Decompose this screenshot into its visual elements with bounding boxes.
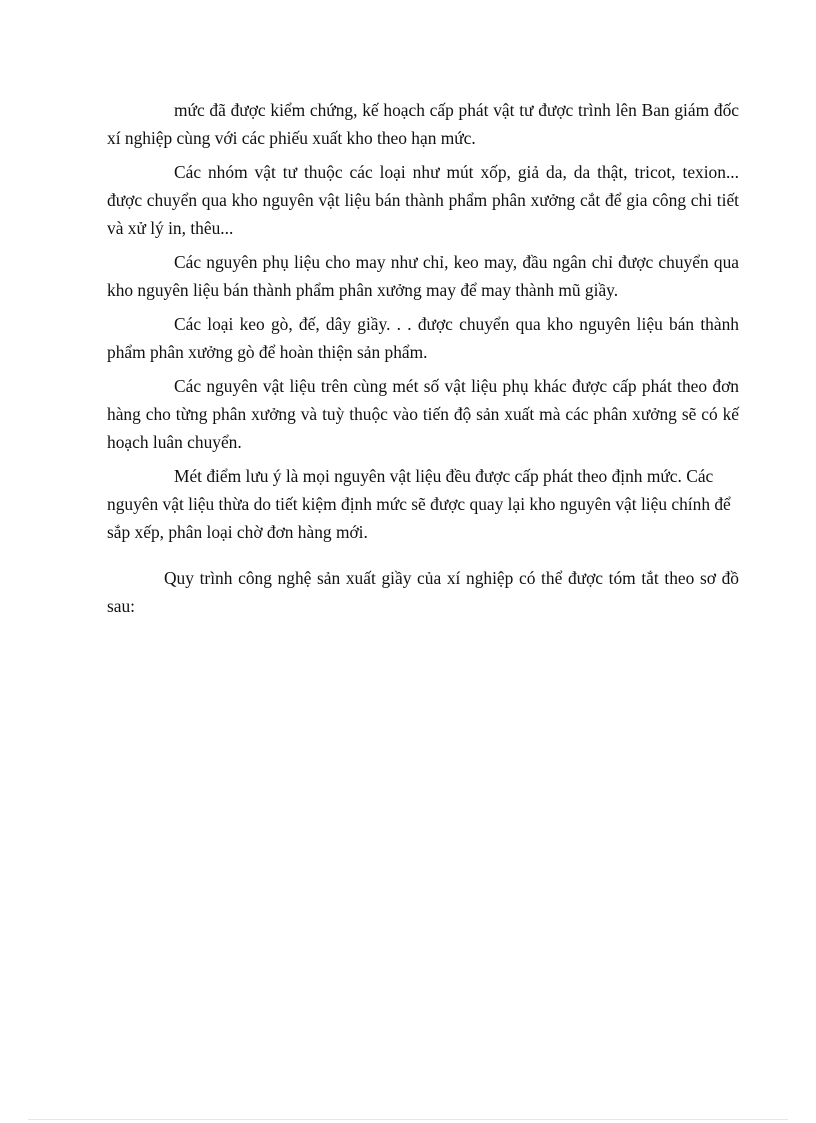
paragraph: Các nguyên phụ liệu cho may như chỉ, keo may, đầu ngân chỉ được chuyển qua kho nguyên liệu bán thành phẩm phân xưởng may để may thành mũ giầy. (107, 252, 739, 300)
diagram-intro: Quy trình công nghệ sản xuất giầy của xí nghiệp có thể được tóm tắt theo sơ đồ sau: (107, 568, 739, 616)
page-bottom-edge (28, 1119, 788, 1120)
paragraph: Mét điểm lưu ý là mọi nguyên vật liệu đều được cấp phát theo định mức. Các nguyên vật liệu thừa do tiết kiệm định mức sẽ được quay lại kho nguyên vật liệu chính để sắp xếp, phân loại chờ đơn hàng mới. (107, 466, 731, 542)
paragraph: Các nguyên vật liệu trên cùng mét số vật liệu phụ khác được cấp phát theo đơn hàng cho từng phân xưởng và tuỳ thuộc vào tiến độ sản xuất mà các phân xưởng sẽ có kế hoạch luân chuyển. (107, 376, 739, 452)
body-text (107, 96, 739, 626)
paragraph: Các nhóm vật tư thuộc các loại như mút xốp, giả da, da thật, tricot, texion... được chuyển qua kho nguyên vật liệu bán thành phẩm phân xưởng cắt để gia công chi tiết và xử lý in, thêu... (107, 162, 739, 238)
paragraph: Các loại keo gò, đế, dây giầy. . . được chuyển qua kho nguyên liệu bán thành phẩm phân xưởng gò để hoàn thiện sản phẩm. (107, 314, 739, 362)
paragraph: mức đã được kiểm chứng, kế hoạch cấp phát vật tư được trình lên Ban giám đốc xí nghiệp cùng với các phiếu xuất kho theo hạn mức. (107, 100, 739, 148)
